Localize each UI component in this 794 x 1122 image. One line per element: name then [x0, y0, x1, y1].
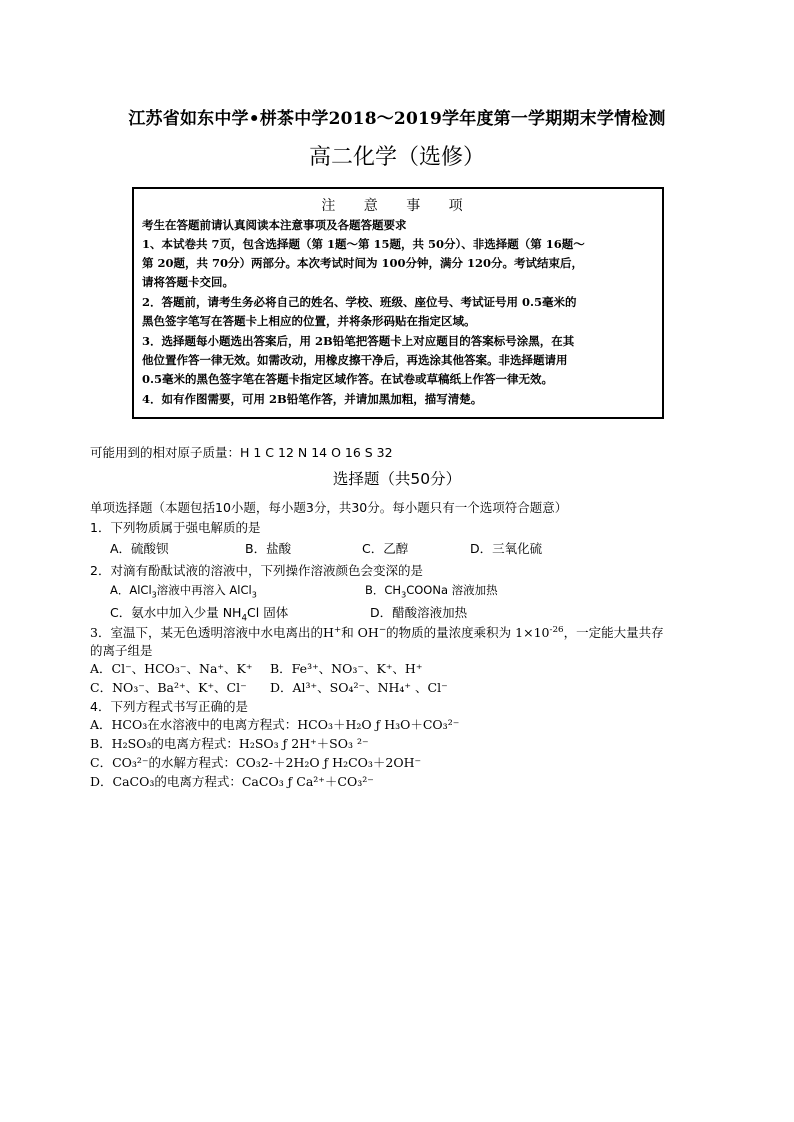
- q2-option-a: A．AlCl$_3$溶液中再溶入 AlCl$_3$: [110, 583, 257, 600]
- q2-stem: 2．对滴有酚酞试液的溶液中，下列操作溶液颜色会变深的是: [90, 563, 423, 578]
- notice-line: 1、本试卷共 7页，包含选择题（第 1题～第 15题，共 50分）、非选择题（第 16题～: [142, 237, 585, 251]
- q4-option-a: A．HCO₃在水溶液中的电离方程式：HCO₃＋H₂O ƒ H₃O＋CO₃²⁻: [90, 717, 460, 732]
- instructions: 单项选择题（本题包括10小题，每小题3分，共30分。每小题只有一个选项符合题意）: [90, 500, 568, 515]
- q1-stem: 1．下列物质属于强电解质的是: [90, 520, 261, 535]
- q4-option-b: B．H₂SO₃的电离方程式：H₂SO₃ ƒ 2H⁺＋SO₃ ²⁻: [90, 736, 369, 751]
- q2-option-c: C．氨水中加入少量 $NH_4Cl$ 固体: [110, 605, 289, 624]
- notice-line: 3．选择题每小题选出答案后，用 2B铅笔把答题卡上对应题目的答案标号涂黑，在其: [142, 334, 575, 348]
- exam-title: 江苏省如东中学•栟茶中学2018～2019学年度第一学期期末学情检测: [128, 109, 666, 129]
- notice-line: 请将答题卡交回。: [142, 275, 234, 289]
- q3-stem: 3．室温下，某无色透明溶液中水电离出的H+和 OH−的物质的量浓度乘积为 $1\times 10^{-26}$，一定能大量共存: [90, 624, 664, 640]
- q3-option-a: A．Cl⁻、HCO₃⁻、Na⁺、K⁺: [90, 661, 253, 676]
- notice-line: 第 20题，共 70分）两部分。本次考试时间为 100分钟，满分 120分。考试结束后，: [142, 256, 584, 270]
- q3-option-d: D．Al³⁺、SO₄²⁻、NH₄⁺ 、Cl⁻: [270, 680, 448, 695]
- atomic-masses: 可能用到的相对原子质量：H 1 C 12 N 14 O 16 S 32: [90, 445, 393, 460]
- q1-option-c: C．乙醇: [362, 541, 409, 556]
- q2-option-d: D．醋酸溶液加热: [370, 605, 468, 620]
- q1-option-d: D．三氧化硫: [470, 541, 543, 556]
- q3-stem-cont: 的离子组是: [90, 643, 153, 658]
- q3-option-c: C．NO₃⁻、Ba²⁺、K⁺、Cl⁻: [90, 680, 247, 695]
- notice-line: 他位置作答一律无效。如需改动，用橡皮擦干净后，再选涂其他答案。非选择题请用: [142, 353, 568, 367]
- notice-line: 2．答题前，请考生务必将自己的姓名、学校、班级、座位号、考试证号用 0.5毫米的: [142, 295, 577, 309]
- q4-option-d: D．CaCO₃的电离方程式：CaCO₃ ƒ Ca²⁺＋CO₃²⁻: [90, 774, 374, 789]
- q4-stem: 4．下列方程式书写正确的是: [90, 699, 248, 714]
- q3-option-b: B．Fe³⁺、NO₃⁻、K⁺、H⁺: [270, 661, 423, 676]
- section-title: 选择题（共50分）: [332, 470, 462, 488]
- q1-option-b: B．盐酸: [245, 541, 292, 556]
- notice-line: 黑色签字笔写在答题卡上相应的位置，并将条形码贴在指定区域。: [142, 314, 476, 328]
- q1-option-a: A．硫酸钡: [110, 541, 169, 556]
- notice-box: [132, 187, 664, 419]
- q4-option-c: C．CO₃²⁻的水解方程式：CO₃2-＋2H₂O ƒ H₂CO₃＋2OH⁻: [90, 755, 422, 770]
- notice-line: 考生在答题前请认真阅读本注意事项及各题答题要求: [142, 218, 407, 232]
- notice-title: 注 意 事 项: [321, 198, 475, 214]
- notice-line: 4．如有作图需要，可用 2B铅笔作答，并请加黑加粗，描写清楚。: [142, 392, 483, 406]
- notice-line: 0.5毫米的黑色签字笔在答题卡指定区域作答。在试卷或草稿纸上作答一律无效。: [142, 372, 554, 386]
- exam-subtitle: 高二化学（选修）: [308, 145, 485, 170]
- q2-option-b: B．$CH_3COONa$ 溶液加热: [365, 583, 498, 600]
